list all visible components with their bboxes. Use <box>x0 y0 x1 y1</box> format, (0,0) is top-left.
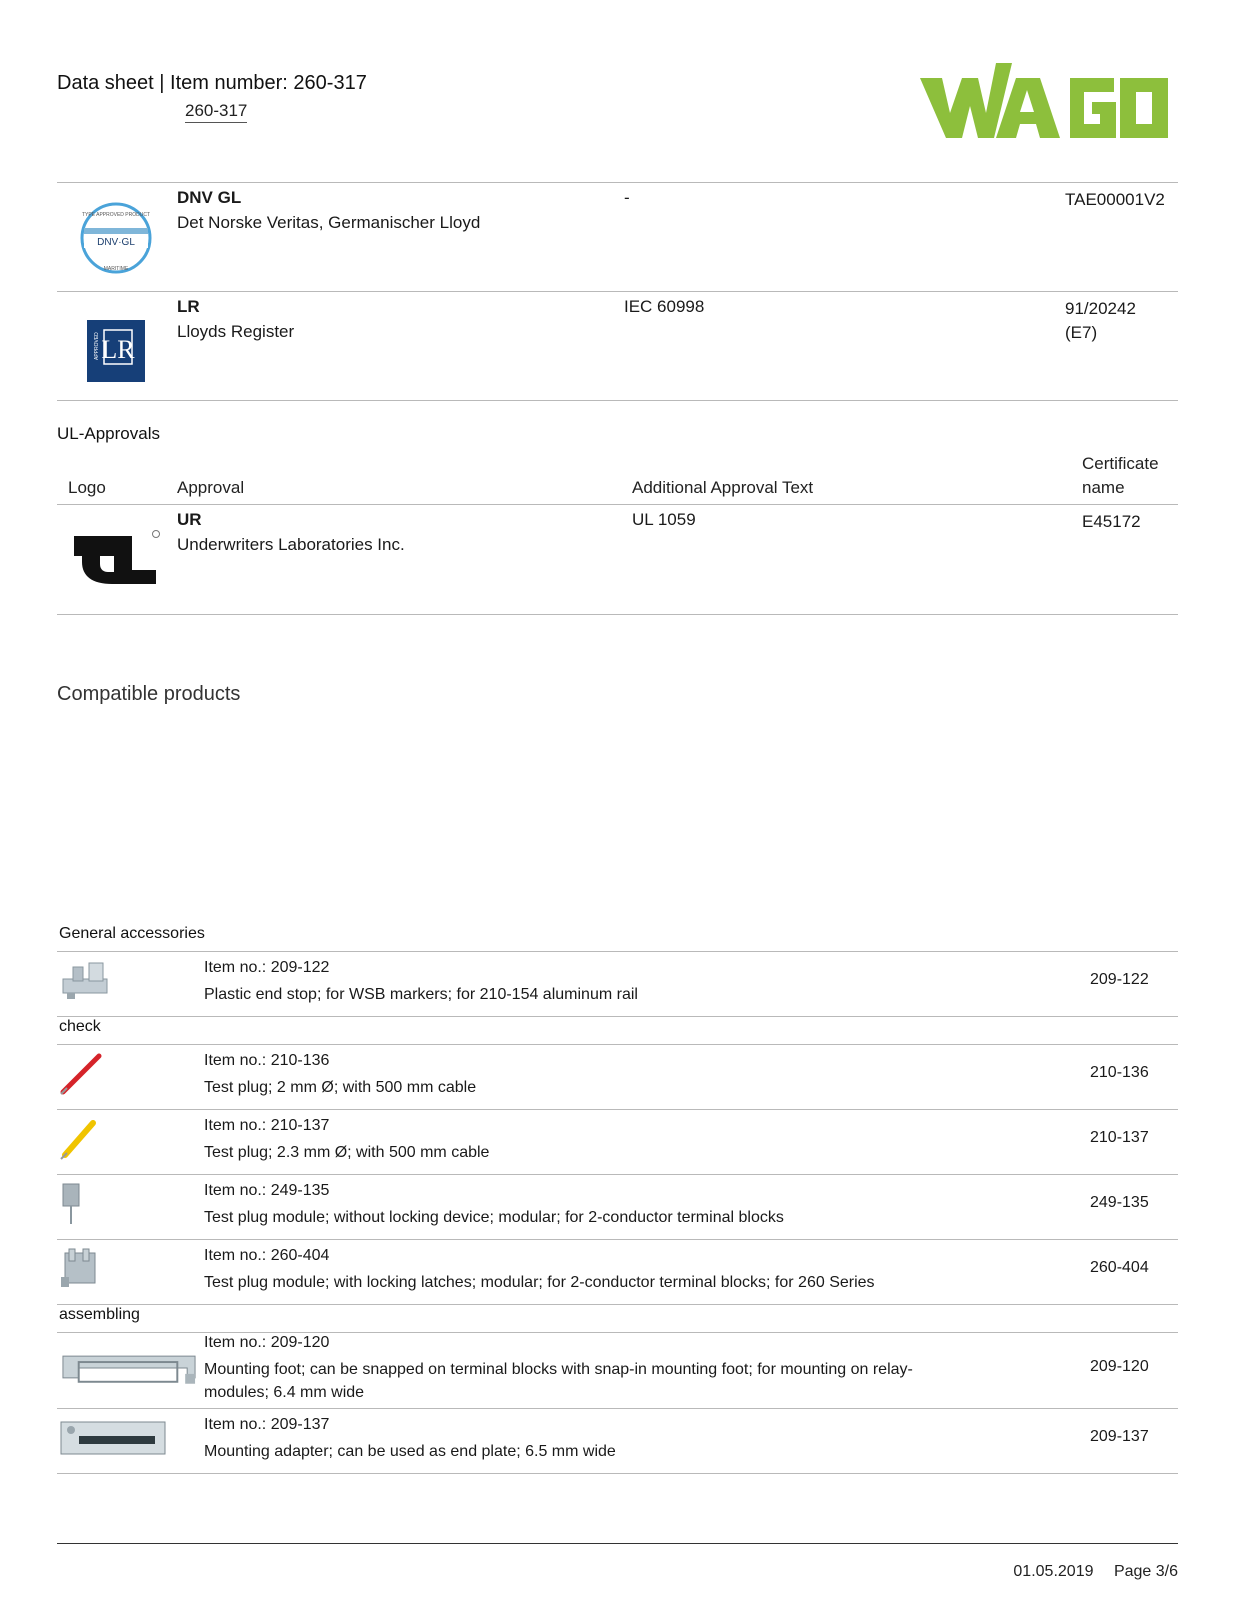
accessory-item-no: Item no.: 260-404 <box>204 1247 330 1264</box>
approval-row-dnv <box>57 182 1178 292</box>
approval-certificate: 91/20242 (E7) <box>1065 299 1136 342</box>
wago-logo <box>920 58 1172 144</box>
accessory-row[interactable] <box>57 951 1178 1016</box>
dnv-logo-bottom-text: MARITIME <box>103 266 129 272</box>
approval-name: DNV GL <box>177 188 242 207</box>
accessory-desc: Test plug; 2.3 mm Ø; with 500 mm cable <box>204 1144 490 1161</box>
col-logo-header: Logo <box>68 478 106 497</box>
yellow-test-plug-icon <box>59 1115 199 1163</box>
divider <box>57 1016 1178 1017</box>
accessory-row[interactable] <box>57 1408 1178 1473</box>
footer <box>1013 1563 1178 1581</box>
col-approval-header: Approval <box>177 478 245 497</box>
accessory-desc: Test plug; 2 mm Ø; with 500 mm cable <box>204 1079 477 1096</box>
col-additional-header: Additional Approval Text <box>632 478 814 497</box>
approval-org: Lloyds Register <box>177 322 295 341</box>
approval-certificate: TAE00001V2 <box>1065 190 1165 209</box>
dnv-gl-logo <box>57 188 175 288</box>
dnv-logo-top-text: TYPE APPROVED PRODUCT <box>81 212 151 218</box>
compatible-products-heading: Compatible products <box>57 683 241 705</box>
mounting-foot-icon <box>59 1342 199 1390</box>
accessory-item-no: Item no.: 209-137 <box>204 1416 330 1433</box>
accessory-code: 210-136 <box>1090 1064 1149 1081</box>
accessory-desc: Mounting foot; can be snapped on terminal blocks with snap-in mounting foot; for mounting on relay-modules; 6.4 mm wide <box>204 1361 913 1401</box>
approval-additional: - <box>624 188 630 207</box>
item-number-link[interactable]: 260-317 <box>185 101 247 123</box>
ul-approval-name: UR <box>177 510 202 529</box>
ul-approval-additional: UL 1059 <box>632 510 696 529</box>
accessory-row[interactable] <box>57 1044 1178 1109</box>
divider <box>57 1473 1178 1474</box>
accessory-item-no: Item no.: 210-136 <box>204 1052 330 1069</box>
approval-org: Det Norske Veritas, Germanischer Lloyd <box>177 213 481 232</box>
divider <box>57 614 1178 615</box>
accessory-row[interactable] <box>57 1174 1178 1239</box>
approval-row-lr <box>57 291 1178 401</box>
dnv-logo-text: DNV·GL <box>97 237 135 248</box>
ul-approval-org: Underwriters Laboratories Inc. <box>177 535 405 554</box>
test-plug-module-icon <box>59 1180 199 1228</box>
ul-approvals-title: UL-Approvals <box>57 424 160 443</box>
ul-approval-certificate: E45172 <box>1082 512 1141 531</box>
ul-row <box>57 504 1178 614</box>
assembling-label: assembling <box>59 1306 140 1323</box>
accessory-desc: Plastic end stop; for WSB markers; for 210-154 aluminum rail <box>204 986 638 1003</box>
page-title: Data sheet | Item number: 260-317 <box>57 72 367 94</box>
divider <box>57 1304 1178 1305</box>
lloyds-register-logo <box>57 301 175 401</box>
accessory-desc: Test plug module; without locking device; modular; for 2-conductor terminal blocks <box>204 1209 784 1226</box>
footer-date: 01.05.2019 <box>1013 1563 1094 1580</box>
general-accessories-label: General accessories <box>59 925 205 942</box>
check-label: check <box>59 1018 101 1035</box>
accessory-row[interactable] <box>57 1109 1178 1174</box>
footer-page: Page 3/6 <box>1113 1563 1178 1580</box>
red-test-plug-icon <box>59 1050 199 1098</box>
col-cert-header: Certificate name <box>1082 454 1159 497</box>
accessory-row[interactable] <box>57 1332 1178 1408</box>
accessory-code: 260-404 <box>1090 1259 1149 1276</box>
footer-divider <box>57 1543 1178 1544</box>
accessory-item-no: Item no.: 209-122 <box>204 959 330 976</box>
divider <box>57 400 1178 401</box>
lr-logo-text: LR <box>101 335 135 364</box>
lr-side-text: APPROVED <box>94 332 100 360</box>
accessory-item-no: Item no.: 210-137 <box>204 1117 330 1134</box>
accessory-code: 209-122 <box>1090 971 1149 988</box>
accessory-row[interactable] <box>57 1239 1178 1304</box>
ul-logo <box>57 508 175 608</box>
accessory-code: 209-120 <box>1090 1358 1149 1375</box>
approval-additional: IEC 60998 <box>624 297 705 316</box>
accessory-item-no: Item no.: 249-135 <box>204 1182 330 1199</box>
latching-test-plug-module-icon <box>59 1245 199 1293</box>
accessory-code: 210-137 <box>1090 1129 1149 1146</box>
accessory-desc: Test plug module; with locking latches; modular; for 2-conductor terminal blocks; for 260 Series <box>204 1274 875 1291</box>
accessory-desc: Mounting adapter; can be used as end plate; 6.5 mm wide <box>204 1443 616 1460</box>
mounting-adapter-icon <box>59 1414 199 1462</box>
approval-name: LR <box>177 297 200 316</box>
accessory-code: 249-135 <box>1090 1194 1149 1211</box>
accessory-item-no: Item no.: 209-120 <box>204 1334 330 1351</box>
end-stop-icon <box>59 957 199 1005</box>
accessory-code: 209-137 <box>1090 1428 1149 1445</box>
